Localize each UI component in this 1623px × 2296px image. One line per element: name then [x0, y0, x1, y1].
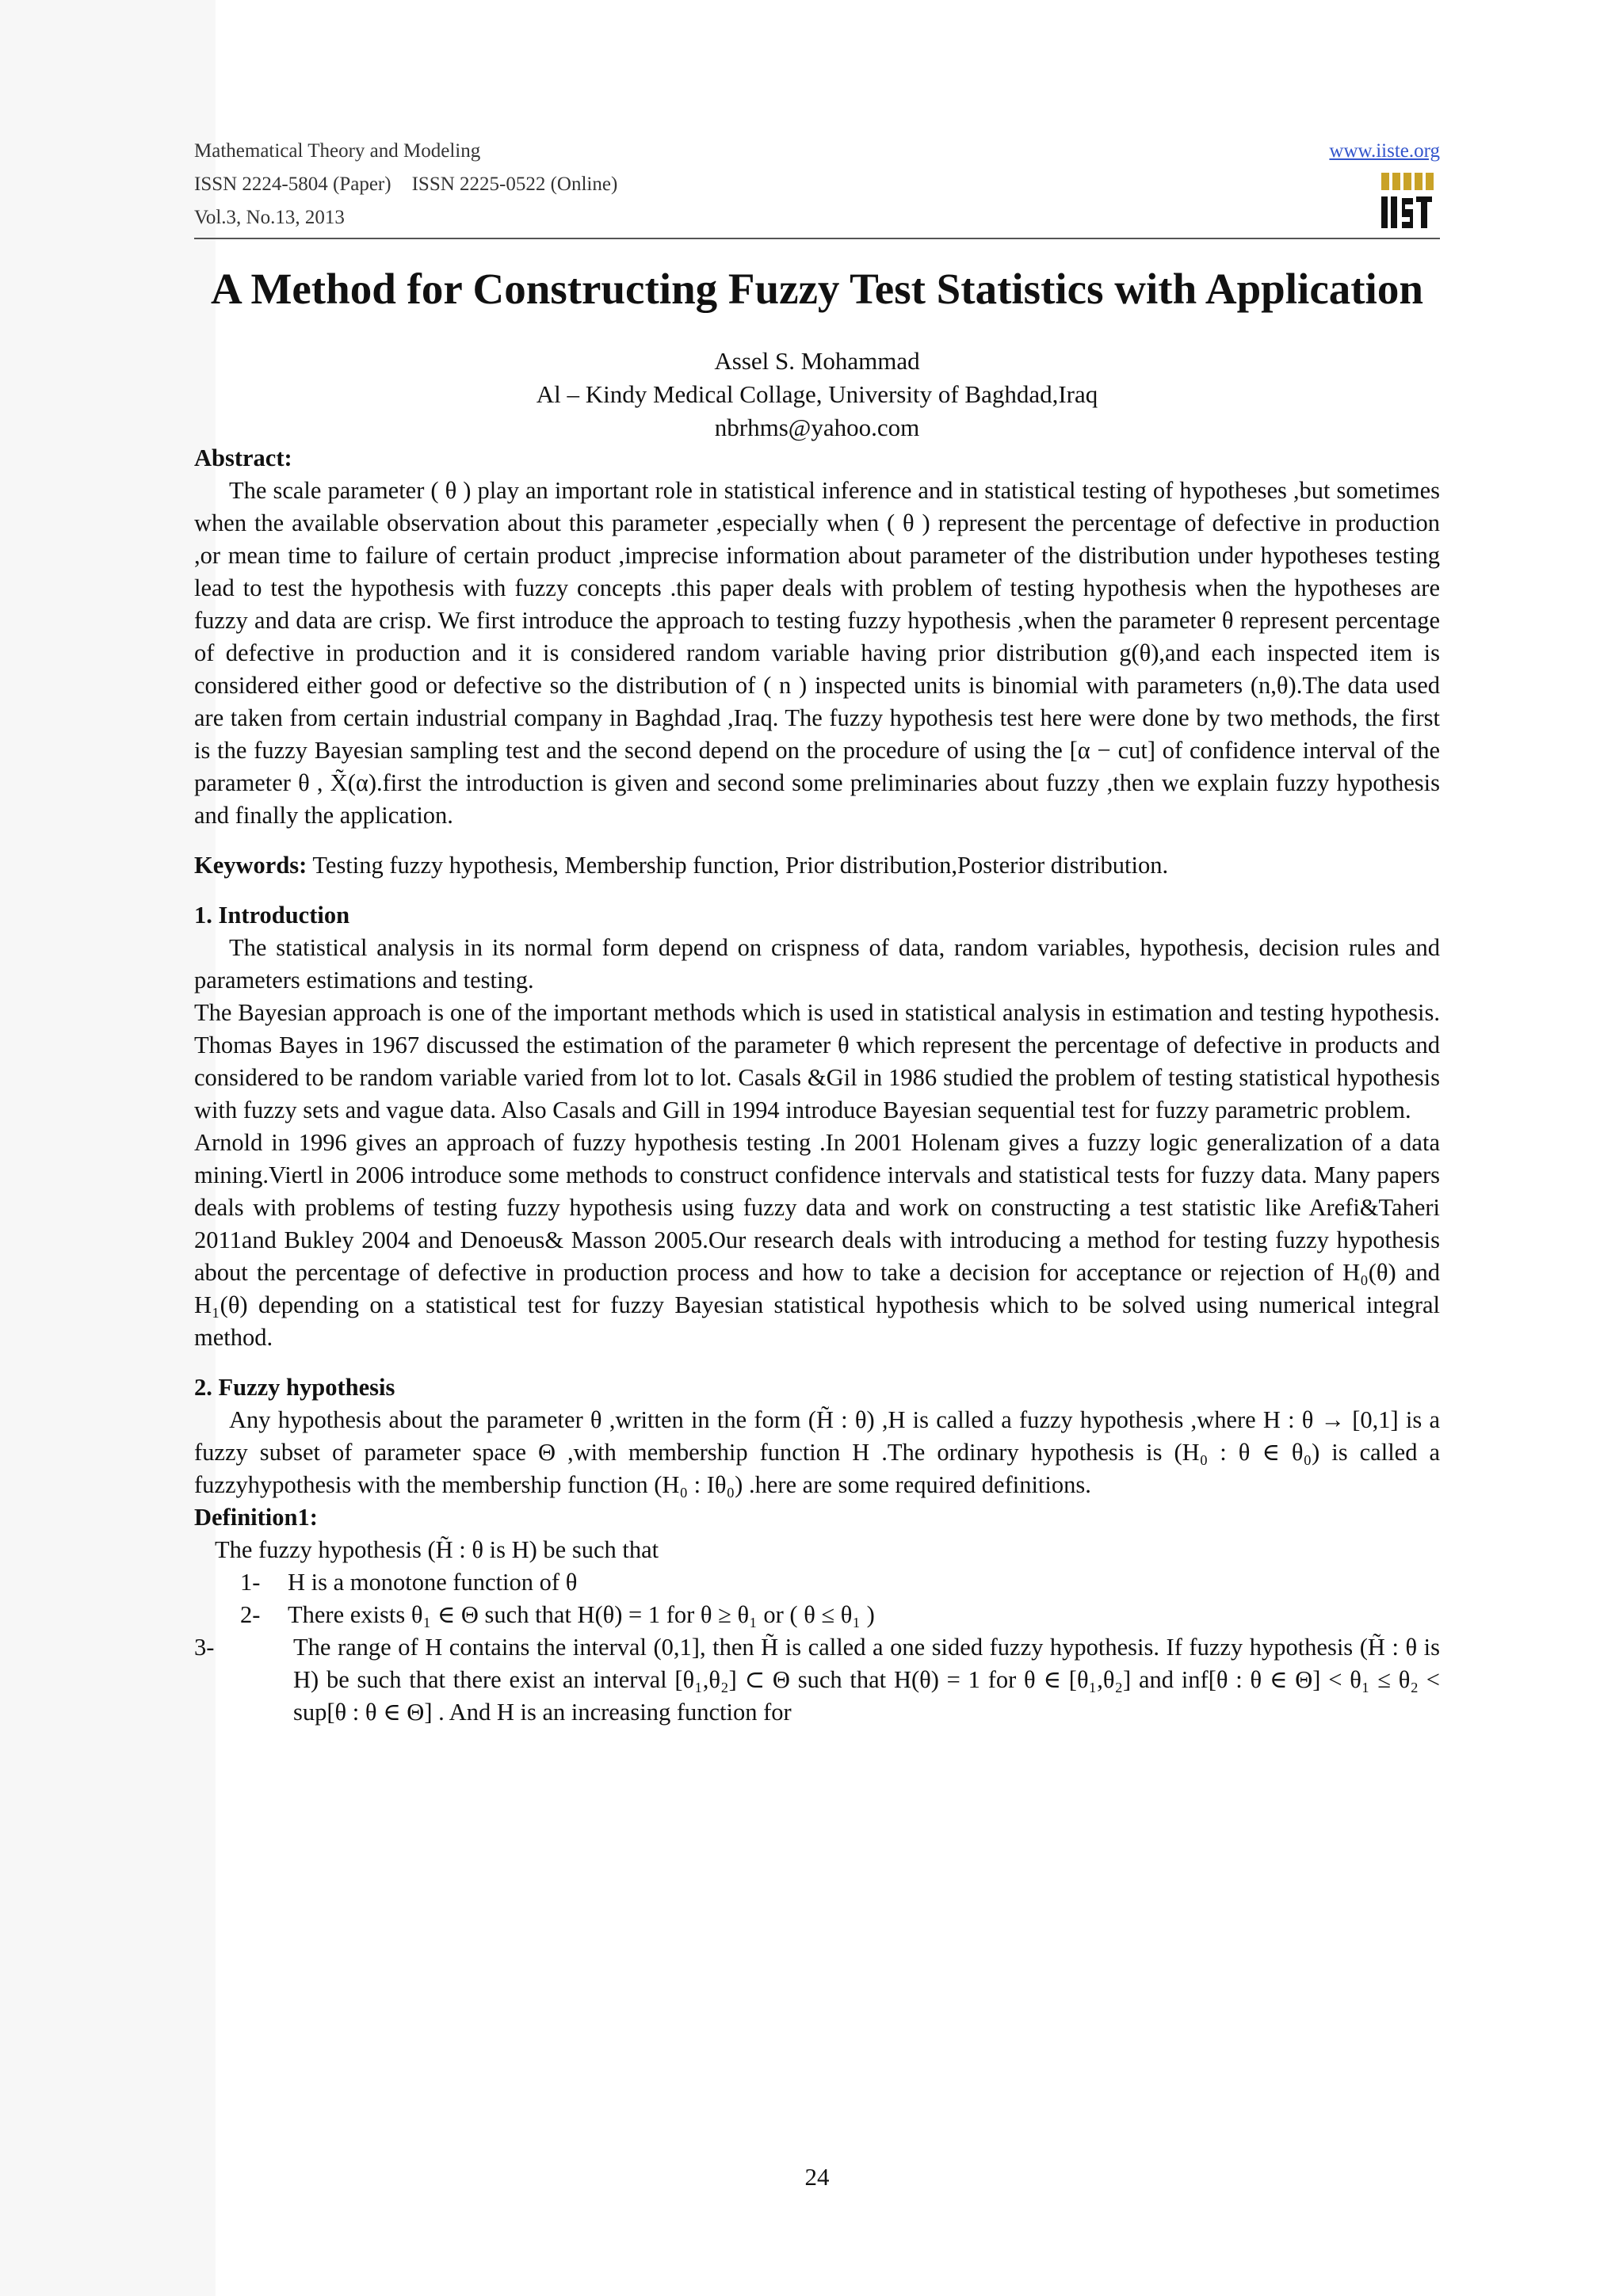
issn-online: ISSN 2225-0522 (Online)	[411, 174, 618, 195]
keywords-line	[194, 849, 1440, 882]
page-margin-shade	[0, 0, 216, 2296]
intro-paragraph-2: The Bayesian approach is one of the important methods which is used in statistical analysis in estimation and testing hypothesis. Thomas Bayes in 1967 discussed the estimation of the parameter θ which represent the percentage of defective in products and considered to be random variable varied from lot to lot. Casals &Gil in 1986 studied the problem of testing statistical hypothesis with fuzzy sets and vague data. Also Casals and Gill in 1994 introduce Bayesian sequential test for fuzzy parametric problem.	[194, 999, 1440, 1123]
volume-line: Vol.3, No.13, 2013	[194, 207, 345, 228]
website-link[interactable]: www.iiste.org	[1329, 140, 1440, 162]
definition-list	[194, 1566, 1440, 1631]
definition-intro: The fuzzy hypothesis (H̃ : θ is H) be such that	[215, 1536, 659, 1563]
author-name: Assel S. Mohammad	[714, 347, 920, 375]
issn-paper: ISSN 2224-5804 (Paper)	[194, 174, 391, 195]
journal-header	[194, 135, 1440, 235]
paper-body	[194, 442, 1440, 1729]
author-email: nbrhms@yahoo.com	[714, 414, 920, 441]
intro-heading: 1. Introduction	[194, 902, 350, 929]
fuzzy-paragraph: Any hypothesis about the parameter θ ,written in the form (H̃ : θ) ,H is called a fuzzy hypothesis ,where H : θ → [0,1] is a fuzzy subset of parameter space Θ ,with membership function H .The ordinary hypothesis is (H₀ : θ ∈ θ₀) is called a fuzzyhypothesis with the membership function (H₀ : Iθ₀) .here are some required definitions.	[194, 1406, 1440, 1498]
abstract-heading: Abstract:	[194, 444, 292, 471]
author-affiliation: Al – Kindy Medical Collage, University of Baghdad,Iraq	[536, 380, 1098, 408]
list-item: 3- The range of H contains the interval (0,1], then H̃ is called a one sided fuzzy hypothesis. If fuzzy hypothesis (H̃ : θ is H) be such that there exist an interval [θ₁,θ₂] ⊂ Θ such that H(θ) = 1 for θ ∈ [θ₁,θ₂] and inf[θ : θ ∈ Θ] < θ₁ ≤ θ₂ < sup[θ : θ ∈ Θ] . And H is an increasing function for	[194, 1634, 1440, 1726]
list-item: 2- There exists θ₁ ∈ Θ such that H(θ) = 1 for θ ≥ θ₁ or ( θ ≤ θ₁ )	[240, 1601, 875, 1628]
journal-name: Mathematical Theory and Modeling	[194, 140, 481, 162]
list-item: 1- H is a monotone function of θ	[240, 1569, 578, 1596]
keywords-label: Keywords:	[194, 852, 307, 879]
abstract-text: The scale parameter ( θ ) play an important role in statistical inference and in statistical testing of hypotheses ,but sometimes when the available observation about this parameter ,especially when ( θ ) represent the percentage of defective in production ,or mean time to failure of certain product ,imprecise information about parameter of the distribution under hypotheses testing lead to test the hypothesis with fuzzy concepts .this paper deals with problem of testing hypothesis when the hypotheses are fuzzy and data are crisp. We first introduce the approach to testing fuzzy hypothesis ,when the parameter θ represent percentage of defective in production and it is considered random variable having prior distribution g(θ),and each inspected item is considered either good or defective so the distribution of ( n ) inspected units is binomial with parameters (n,θ).The data used are taken from certain industrial company in Baghdad ,Iraq. The fuzzy hypothesis test here were done by two methods, the first is the fuzzy Bayesian sampling test and the second depend on the procedure of using the [α − cut] of confidence interval of the parameter θ , X̃(α).first the introduction is given and second some preliminaries about fuzzy ,then we explain fuzzy hypothesis and finally the application.	[194, 477, 1440, 829]
iiste-logo-icon	[1380, 170, 1435, 231]
paper-title: A Method for Constructing Fuzzy Test Statistics with Application	[211, 265, 1423, 313]
author-block	[194, 345, 1440, 444]
issn-line	[194, 168, 1440, 201]
page-number: 24	[804, 2163, 830, 2191]
keywords-text: Testing fuzzy hypothesis, Membership function, Prior distribution,Posterior distribution.	[307, 852, 1169, 879]
intro-paragraph-1: The statistical analysis in its normal form depend on crispness of data, random variables, hypothesis, decision rules and parameters estimations and testing.	[194, 934, 1440, 994]
definition-heading: Definition1:	[194, 1504, 318, 1531]
header-rule	[194, 238, 1440, 239]
fuzzy-heading: 2. Fuzzy hypothesis	[194, 1374, 395, 1401]
intro-paragraph-3: Arnold in 1996 gives an approach of fuzzy hypothesis testing .In 2001 Holenam gives a fuzzy logic generalization of a data mining.Viertl in 2006 introduce some methods to construct confidence intervals and statistical tests for fuzzy data. Many papers deals with problems of testing fuzzy hypothesis using fuzzy data and work on constructing a test statistic like Arefi&Taheri 2011and Bukley 2004 and Denoeus& Masson 2005.Our research deals with introducing a method for testing fuzzy hypothesis about the percentage of defective in production process and how to take a decision for acceptance or rejection of H₀(θ) and H₁(θ) depending on a statistical test for fuzzy Bayesian statistical hypothesis which to be solved using numerical integral method.	[194, 1129, 1440, 1351]
